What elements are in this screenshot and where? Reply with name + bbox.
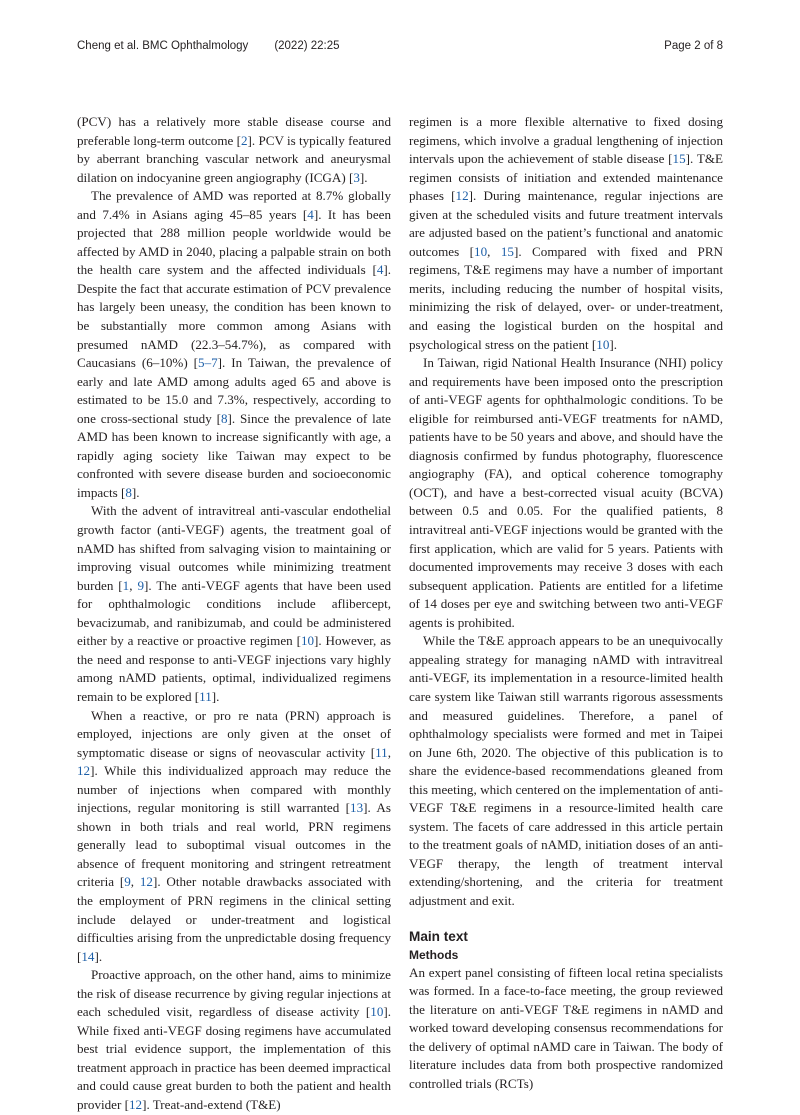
paragraph [409,632,723,910]
citation-link[interactable]: 8 [221,410,228,426]
citation-link[interactable]: 8 [125,484,132,500]
paragraph-text: ]. Other notable drawbacks associated with the employment of PRN regimens in the clinical setting include delayed or under-treatment and logistical difficulties arising from the unpredictable dosing frequency [ [77,874,392,964]
paragraph-text: ]. In Taiwan, the prevalence of early and late AMD among adults aged 65 and above is estimated to be 15.0 and 7.3%, respectively, according to one cross-sectional study [ [77,355,391,426]
paragraph-text: Proactive approach, on the other hand, aims to minimize the risk of disease recurrence by giving regular injections at each scheduled visit, regardless of disease activity [ [77,967,391,1020]
paragraph-text: With the advent of intravitreal anti-vascular endothelial growth factor (anti-VEGF) agents, the treatment goal of nAMD has shifted from salvaging vision to maintaining or improving visual outcomes while minimizing treatment burden [ [77,503,391,593]
header-journal: Cheng et al. BMC Ophthalmology [77,40,249,52]
citation-link[interactable]: 10 [370,1004,384,1020]
paragraph [77,502,391,706]
paragraph [77,707,391,967]
citation-link[interactable]: 9 [124,874,131,890]
section-heading-main-text: Main text [409,928,468,944]
paragraph-text: ]. PCV is typically featured by aberrant branching vascular network and aneurysmal dilation on indocyanine green angiography (ICGA) [ [77,132,391,185]
citation-link[interactable]: 1 [122,577,130,593]
paragraph-text: ]. As shown in both trials and real world, PRN regimens generally lead to suboptimal visual outcomes in the absence of frequent monitoring and stringent retreatment criteria [ [77,800,391,890]
methods-paragraph: An expert panel consisting of fifteen local retina specialists was formed. In a face-to-face meeting, the group reviewed the literature on anti-VEGF T&E regimens in nAMD and worked toward developing consensus recommendations for the delivery of optimal nAMD care in Taiwan. The body of literature includes data from both prospective randomized controlled trials (RCTs) [409,964,723,1091]
citation-link[interactable]: 9 [137,577,144,593]
right-column [409,113,723,1093]
paragraph-text: ]. Compared with fixed and PRN regimens, T&E regimens may have a number of important merits, including reducing the number of hospital visits, minimizing the risk of delayed, over- or under-treatment, and easing the logistical burden on the hospital and psychological stress on the patient [ [409,243,724,352]
paragraph-text: (PCV) has a relatively more stable disease course and preferable long-term outcome [ [77,114,391,148]
citation-link[interactable]: 5–7 [198,355,218,371]
paragraph [77,187,391,502]
citation-link[interactable]: 11 [199,688,212,704]
paragraph-text: In Taiwan, rigid National Health Insurance (NHI) policy and requirements have been imposed onto the prescription of anti-VEGF agents for ophthalmologic conditions. To be eligible for reimbursed anti-VEGF treatments for nAMD, patients have to be 50 years and above, and should have the diagnosis confirmed by fundus photography, fluorescence angiography (FA), and optical coherence tomography (OCT), and have a best-corrected visual acuity (BCVA) between 0.5 and 0.05. For the qualified patients, 8 intravitreal anti-VEGF injections would be granted with the first application, which are valid for 5 years. Patients with documented improvements may receive 3 doses with each subsequent application. Patients are entitled for a lifetime of 14 doses per eye and switching between two anti-VEGF agents is prohibited. [409,355,723,630]
paragraph-text: ]. However, as the need and response to anti-VEGF injections vary highly among nAMD patients, optimal, individualized regimens remain to be explored [ [77,633,391,704]
paragraph-text: ]. Despite the fact that accurate estimation of PCV prevalence has largely been uneasy, the condition has been known to be substantially more common among Asians with presumed nAMD (22.3–54.7%), as compared with Caucasians (6–10%) [ [77,262,391,371]
paragraph-text: , [130,874,140,890]
paragraph-text: ]. During maintenance, regular injections are given at the scheduled visits and future treatment intervals are adjusted based on the patient’s functional and anatomic outcomes [ [409,188,724,259]
paragraph-text: ]. [359,169,368,185]
paragraph-text: ]. T&E regimen consists of initiation and extended maintenance phases [ [409,151,724,204]
citation-link[interactable]: 15 [500,243,514,259]
citation-link[interactable]: 13 [350,800,364,816]
paragraph-text: ]. [94,948,103,964]
paragraph-text: ]. [211,688,220,704]
paragraph-text: ]. Treat-and-extend (T&E) [142,1096,281,1112]
paragraph-text: , [487,243,501,259]
subsection-heading-methods: Methods [409,947,459,962]
paragraph-text: , [129,577,138,593]
paragraph-text: regimen is a more flexible alternative to fixed dosing regimens, which involve a gradual lengthening of injection intervals upon the achievement of stable disease [ [409,114,723,167]
paragraph [409,354,723,632]
citation-link[interactable]: 12 [129,1096,143,1112]
paragraph-text: ]. It has been projected that 288 million people worldwide would be affected by AMD in 2040, placing a palpable strain on both the health care system and the affected individuals [ [77,206,391,278]
running-header [77,40,723,56]
citation-link[interactable]: 15 [672,151,686,167]
paragraph-text: ]. [131,484,140,500]
citation-link[interactable]: 12 [139,874,153,890]
paragraph-text: ]. Since the prevalence of late AMD has been known to increase significantly with age, a rapidly aging society like Taiwan may expect to be confronted with severe disease burden and socioeconomic impacts [ [77,410,391,500]
citation-link[interactable]: 12 [77,763,91,779]
paragraph [409,113,723,354]
citation-link[interactable]: 10 [300,633,315,649]
paragraph-text: The prevalence of AMD was reported at 8.7% globally and 7.4% in Asians aging 45–85 years [ [77,188,391,222]
citation-link[interactable]: 4 [376,262,384,278]
paragraph-text: While the T&E approach appears to be an unequivocally appealing strategy for managing nAMD with intravitreal anti-VEGF, its implementation in a resource-limited health care system like Taiwan still warrants rigorous assessments and measured guidelines. Therefore, a panel of ophthalmology specialists were formed and met in Taipei on June 6th, 2020. The objective of this publication is to share the evidence-based recommendations gleaned from this meeting, which centered on the implementation of anti-VEGF T&E regimens in a resource-limited health care system. The facets of care addressed in this article pertain to the treatment goals of nAMD, initiation doses of an anti-VEGF therapy, the length of treatment interval extending/shortening, and the criteria for treatment adjustment and exit. [409,633,723,908]
paragraph-text: When a reactive, or pro re nata (PRN) approach is employed, injections are only given at the onset of symptomatic disease or signs of neovascular activity [ [77,707,391,760]
paragraph-text: , [387,744,391,760]
header-year-volume: (2022) 22:25 [274,40,340,52]
page-number: Page 2 of 8 [664,40,723,52]
header-citation [77,40,340,52]
left-column [77,113,391,1115]
paragraph [77,966,391,1114]
citation-link[interactable]: 14 [81,948,95,964]
paragraph-text: ]. While this individualized approach may reduce the number of injections when compared with monthly injections, regular monitoring is still warranted [ [77,763,391,816]
citation-link[interactable]: 4 [307,206,314,222]
citation-link[interactable]: 11 [375,744,388,760]
paragraph-text: ]. [609,336,618,352]
paragraph-text: ]. The anti-VEGF agents that have been used for ophthalmologic conditions include aflibercept, bevacizumab, and ranibizumab, and could be administered either by a reactive or proactive regimen [ [77,577,392,649]
citation-link[interactable]: 2 [241,132,248,148]
citation-link[interactable]: 3 [353,169,360,185]
paragraph-text: ]. While fixed anti-VEGF dosing regimens have accumulated best trial evidence support, the implementation of this treatment approach in practice has been deemed impractical and could cause great burden to both the patient and health provider [ [77,1004,391,1112]
citation-link[interactable]: 10 [474,243,488,259]
right-column-paragraphs [409,113,723,911]
paragraph [77,113,391,187]
citation-link[interactable]: 10 [596,336,610,352]
citation-link[interactable]: 12 [455,188,469,204]
